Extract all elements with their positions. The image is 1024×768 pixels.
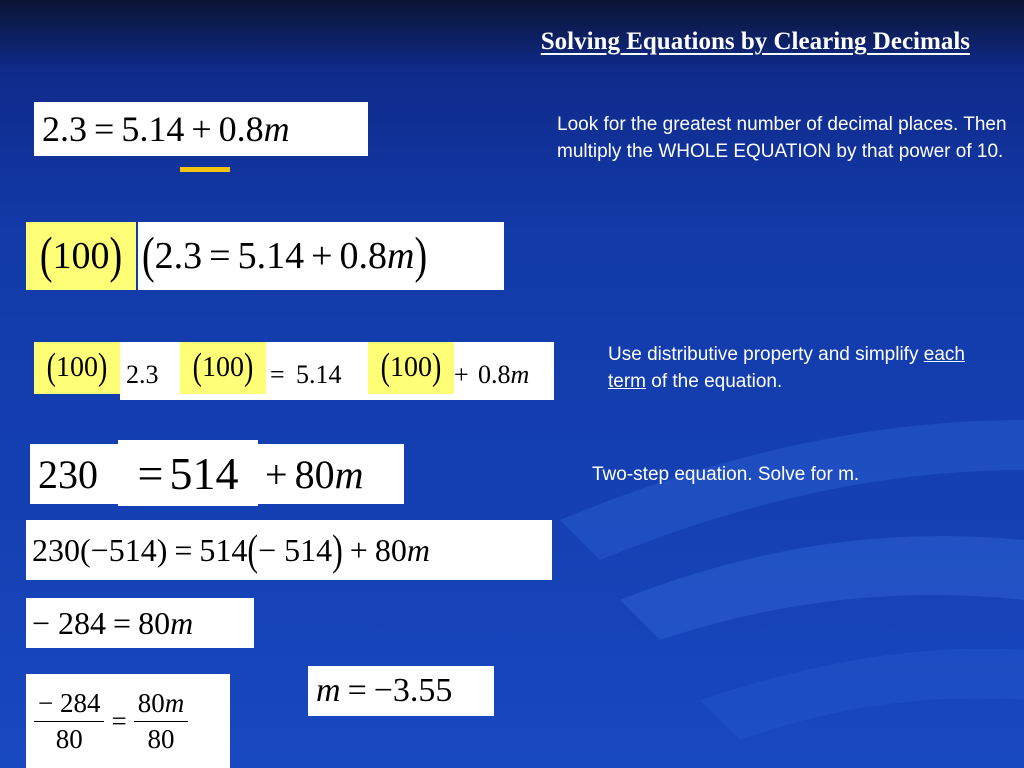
numerator-right-coef: 80 — [137, 687, 165, 718]
multiplier-value: 100 — [202, 352, 244, 383]
variable-m: m — [316, 672, 341, 709]
numerator-left: − 284 — [34, 688, 104, 722]
multiplier-100: ( 100 ) — [39, 227, 123, 285]
term-a: 2.3 — [42, 109, 87, 149]
multiplier-100: ( 100 ) — [192, 346, 254, 389]
term-b: 5.14 — [296, 360, 342, 389]
equation-answer: m = −3.55 — [308, 666, 494, 716]
lhs-term: − 284 — [32, 604, 107, 641]
slide-title: Solving Equations by Clearing Decimals — [540, 28, 970, 55]
lhs-term: 230 — [38, 451, 98, 497]
fraction-left — [34, 688, 104, 755]
coef-term: 80 — [138, 604, 171, 641]
variable-m: m — [164, 687, 185, 718]
term-c-with-var — [478, 360, 529, 390]
equation-simplified: − 284 = 80 m — [26, 598, 254, 648]
note-distributive-text: Use distributive property and simplify — [608, 344, 924, 365]
multiplier-100: ( 100 ) — [46, 346, 108, 389]
equation-multiplied: ( 2.3 = 5.14 + 0.8 m ) — [138, 222, 504, 290]
note-distributive — [608, 342, 1008, 395]
multiplier-value: 100 — [52, 235, 110, 277]
note-decimal-places: Look for the greatest number of decimal places. Then multiply the WHOLE EQUATION by that power of 10. — [557, 114, 1007, 162]
subtracted-term: − 514 — [258, 531, 333, 568]
term-c: 0.8 — [478, 360, 511, 389]
equation-cleared-middle: = 514 — [118, 440, 258, 506]
equation-subtract: 230(−514) = 514 ( − 514 ) + 80 m — [26, 520, 552, 580]
term-c: 0.8 — [218, 109, 264, 149]
denominator-left: 80 — [55, 723, 83, 754]
mid-term: 514 — [199, 531, 248, 568]
coef-term: 80 — [374, 531, 407, 568]
variable-m: m — [510, 360, 530, 389]
term-b: 5.14 — [121, 109, 185, 149]
coef-term: 80 — [294, 451, 335, 497]
multiplier-value: 100 — [56, 352, 98, 383]
multiplier-value: 100 — [390, 352, 432, 383]
equation-cleared-rhs: + 80 m — [265, 451, 364, 497]
decimal-underline-mark — [180, 167, 230, 172]
denominator-right: 80 — [147, 723, 175, 754]
numerator-right — [134, 688, 189, 722]
mid-term: 514 — [169, 447, 239, 499]
term-a: 2.3 — [126, 360, 159, 389]
variable-m: m — [170, 604, 194, 641]
equation-divide: $\frac{- 284}{80}$ = $\frac{80m}{80}$ — [26, 674, 230, 768]
lhs-term: 230(−514) — [32, 531, 168, 568]
plus-sign: + — [454, 360, 469, 389]
multiplier-100: ( 100 ) — [380, 346, 442, 389]
answer-value: −3.55 — [373, 672, 453, 709]
variable-m: m — [263, 109, 290, 149]
variable-m: m — [406, 531, 430, 568]
equals-sign: = — [270, 360, 285, 389]
term-b: 5.14 — [237, 235, 305, 277]
variable-m: m — [387, 235, 415, 277]
note-distributive-end: of the equation. — [646, 370, 783, 392]
fraction-right — [134, 688, 189, 755]
note-emphasis: each term — [608, 344, 965, 392]
variable-m: m — [334, 451, 364, 497]
equation-original: 2.3 = 5.14 + 0.8 m — [34, 102, 368, 156]
term-c: 0.8 — [339, 235, 388, 277]
note-two-step: Two-step equation. Solve for m. — [592, 464, 860, 485]
term-a: 2.3 — [154, 235, 203, 277]
